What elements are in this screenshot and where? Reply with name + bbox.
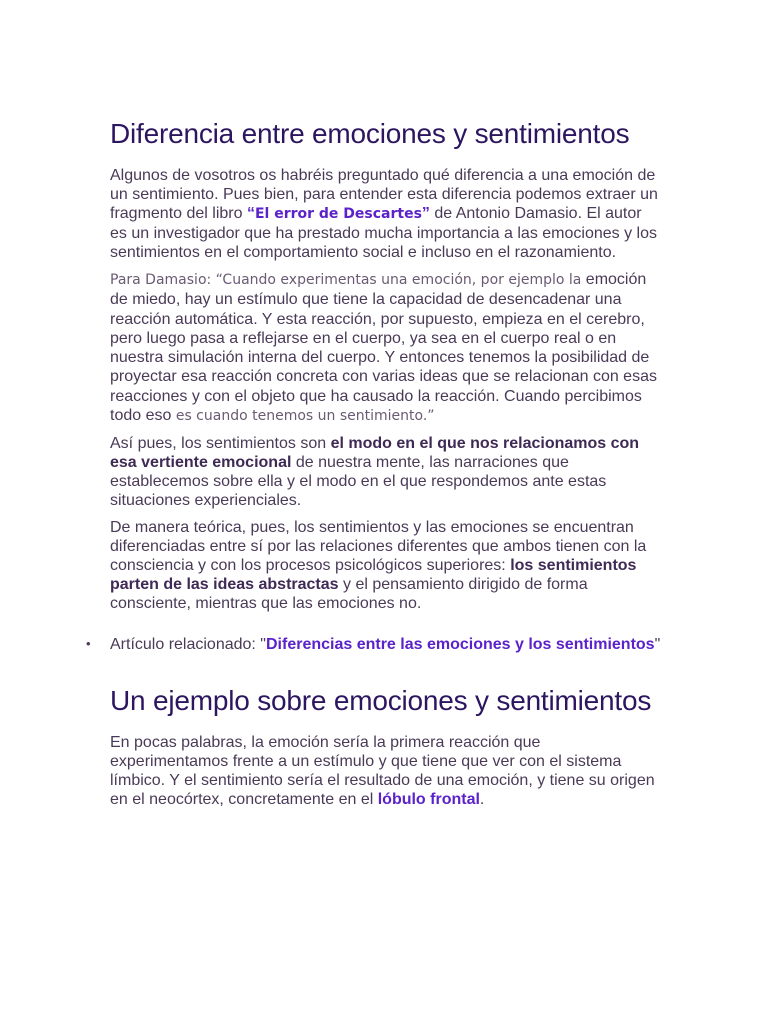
quote-end: es cuando tenemos un sentimiento.”	[175, 408, 435, 425]
frontal-lobe-link[interactable]: lóbulo frontal	[377, 791, 480, 809]
example-text-start: En pocas palabras, la emoción sería la primera reacción que experimentamos frente a un estímulo y que tiene que ver con el sistema límbico. Y el sentimiento sería el resultado de una emoción, y tiene su origen en el neocórtex, concretamente en el	[110, 734, 655, 809]
article	[86, 118, 662, 817]
related-suffix: "	[654, 636, 661, 654]
theory-emphasis: los sentimientos parten de las ideas abstractas	[110, 557, 637, 594]
quote-middle: emoción de miedo, hay un estímulo que tiene la capacidad de desencadenar una reacción automática. Y esta reacción, por supuesto, empieza en el cerebro, pero luego pasa a reflejarse en el cuerpo, ya sea en el cuerpo real o en nuestra simulación interna del cuerpo. Y entonces tenemos la posibilidad de proyectar esa reacción concreta con varias ideas que se relacionan con esas reacciones y con el objeto que ha causado la reacción. Cuando percibimos todo eso	[110, 271, 657, 425]
bullet-icon: •	[86, 636, 91, 652]
feelings-text-start: Así pues, los sentimientos son	[110, 435, 331, 453]
related-article-item	[86, 635, 662, 654]
feelings-emphasis: el modo en el que nos relacionamos con esa vertiente emocional	[110, 435, 640, 472]
book-title-link[interactable]: El error de Descartes	[254, 206, 422, 222]
theory-text-end: y el pensamiento dirigido de forma consciente, mientras que las emociones no.	[110, 576, 588, 613]
intro-text-end: de Antonio Damasio. El autor es un investigador que ha prestado mucha importancia a las emociones y los sentimientos en el comportamiento social e incluso en el razonamiento.	[110, 205, 657, 261]
quote-start: Para Damasio: “Cuando experimentas una emoción, por ejemplo la	[110, 272, 582, 288]
related-article-link[interactable]: Diferencias entre las emociones y los sentimientos	[265, 636, 655, 654]
damasio-quote	[110, 270, 662, 426]
example-text-end: .	[479, 791, 485, 809]
book-quote-close: ”	[421, 205, 430, 222]
feelings-paragraph	[110, 434, 662, 510]
related-prefix: Artículo relacionado: "	[110, 636, 266, 654]
related-list	[86, 635, 662, 654]
section-heading-difference: Diferencia entre emociones y sentimientos	[110, 118, 630, 149]
example-paragraph	[110, 733, 662, 809]
book-quote-open: “	[246, 205, 255, 222]
feelings-text-end: de nuestra mente, las narraciones que establecemos sobre ella y el modo en el que respondemos ante estas situaciones experienciales.	[110, 454, 607, 510]
section-heading-example: Un ejemplo sobre emociones y sentimientos	[110, 685, 652, 717]
intro-text-start: Algunos de vosotros os habréis preguntado qué diferencia a una emoción de un sentimiento. Pues bien, para entender esta diferencia podemos extraer un fragmento del libro	[110, 167, 658, 222]
theory-text-start: De manera teórica, pues, los sentimientos y las emociones se encuentran diferenciadas entre sí por las relaciones diferentes que ambos tienen con la consciencia y con los procesos psicológicos superiores:	[110, 519, 647, 575]
intro-paragraph	[110, 166, 662, 262]
theory-paragraph	[110, 518, 662, 613]
